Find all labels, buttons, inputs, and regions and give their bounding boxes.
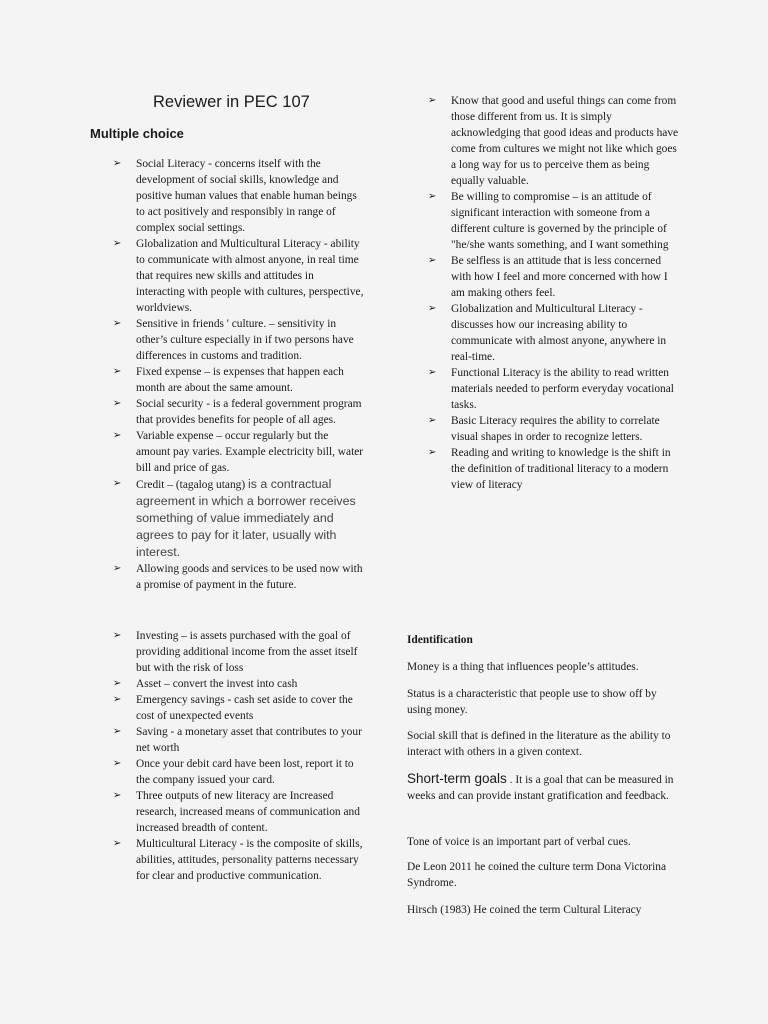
list-item-text: Social Literacy - concerns itself with the development of social skills, knowledge and positive human values that enable human beings to act positively and responsibly in range of complex social settings.: [136, 158, 357, 234]
arrow-bullet-icon: ➢: [113, 478, 122, 489]
list-item: [113, 236, 365, 316]
list-item-text: Variable expense – occur regularly but the amount pay varies. Example electricity bill, water bill and price of gas.: [136, 430, 364, 474]
arrow-bullet-icon: ➢: [113, 678, 122, 689]
list-item-text-tail: is a contractual agreement in which a borrower receives something of value immediately and agrees to pay for it later, usually with interest.: [136, 477, 356, 559]
arrow-bullet-icon: ➢: [113, 694, 122, 705]
right-bullet-list: [428, 93, 680, 493]
list-item: [428, 365, 680, 413]
list-item-text: Allowing goods and services to be used now with a promise of payment in the future.: [136, 563, 363, 591]
list-item-text: Globalization and Multicultural Literacy - discusses how our increasing ability to communicate with almost anyone, anywhere in real-time.: [451, 303, 667, 363]
identification-item: De Leon 2011 he coined the culture term Dona Victorina Syndrome.: [407, 861, 666, 889]
list-item: [113, 788, 365, 836]
arrow-bullet-icon: ➢: [428, 303, 437, 314]
list-item-text: Globalization and Multicultural Literacy - ability to communicate with almost anyone, in real time that requires new skills and attitudes in interacting with people with cultures, perspective, worldviews.: [136, 238, 364, 314]
arrow-bullet-icon: ➢: [113, 630, 122, 641]
identification-item: Status is a characteristic that people use to show off by using money.: [407, 688, 657, 716]
list-item-text: Functional Literacy is the ability to read written materials needed to perform everyday vocational tasks.: [451, 367, 674, 411]
identification-item: Social skill that is defined in the literature as the ability to interact with others in a given context.: [407, 730, 671, 758]
list-item-text: Basic Literacy requires the ability to correlate visual shapes in order to recognize letters.: [451, 415, 660, 443]
arrow-bullet-icon: ➢: [113, 563, 122, 574]
arrow-bullet-icon: ➢: [113, 430, 122, 441]
list-item: [113, 692, 365, 724]
page-title: Reviewer in PEC 107: [153, 93, 310, 111]
identification-item: Tone of voice is an important part of verbal cues.: [407, 836, 631, 848]
section-heading-multiple-choice: Multiple choice: [90, 126, 184, 141]
left-bullet-list-1: [113, 156, 365, 593]
arrow-bullet-icon: ➢: [113, 838, 122, 849]
arrow-bullet-icon: ➢: [428, 367, 437, 378]
list-item: [428, 189, 680, 253]
list-item-text: Saving - a monetary asset that contributes to your net worth: [136, 726, 362, 754]
left-bullet-list-2: [113, 628, 365, 884]
arrow-bullet-icon: ➢: [113, 238, 122, 249]
arrow-bullet-icon: ➢: [113, 790, 122, 801]
identification-item: [407, 771, 677, 804]
list-item: [113, 316, 365, 364]
identification-term: Short-term goals: [407, 771, 507, 786]
list-item-text: Fixed expense – is expenses that happen each month are about the same amount.: [136, 366, 344, 394]
list-item: [113, 396, 365, 428]
arrow-bullet-icon: ➢: [113, 158, 122, 169]
list-item: [113, 561, 365, 593]
list-item-text: Be willing to compromise – is an attitude of significant interaction with someone from a different culture is governed by the principle of "he/she wants something, and I want something: [451, 191, 669, 251]
list-item: [113, 428, 365, 476]
list-item: [113, 724, 365, 756]
list-item-text: Credit – (tagalog utang): [136, 479, 248, 491]
arrow-bullet-icon: ➢: [113, 318, 122, 329]
list-item-text: Be selfless is an attitude that is less concerned with how I feel and more concerned with how I am making others feel.: [451, 255, 668, 299]
arrow-bullet-icon: ➢: [113, 398, 122, 409]
list-item: [113, 156, 365, 236]
list-item-text: Know that good and useful things can come from those different from us. It is simply acknowledging that good ideas and products have come from cultures we might not like which goes a long way for us to perceive them as being equally valuable.: [451, 95, 679, 187]
arrow-bullet-icon: ➢: [428, 447, 437, 458]
list-item-text: Three outputs of new literacy are Increased research, increased means of communication and increased breadth of content.: [136, 790, 360, 834]
list-item-text: Once your debit card have been lost, report it to the company issued your card.: [136, 758, 354, 786]
identification-item: Hirsch (1983) He coined the term Cultural Literacy: [407, 904, 642, 916]
list-item: [428, 445, 680, 493]
list-item-text: Emergency savings - cash set aside to cover the cost of unexpected events: [136, 694, 353, 722]
list-item: [113, 364, 365, 396]
list-item-text: Multicultural Literacy - is the composite of skills, abilities, attitudes, personality patterns necessary for clear and productive communication.: [136, 838, 363, 882]
list-item: [113, 628, 365, 676]
list-item: [113, 676, 365, 692]
list-item: [113, 476, 365, 561]
arrow-bullet-icon: ➢: [113, 758, 122, 769]
list-item-text: Social security - is a federal government program that provides benefits for people of all ages.: [136, 398, 362, 426]
list-item-text: Sensitive in friends ' culture. – sensitivity in other’s culture especially in if two persons have differences in customs and tradition.: [136, 318, 354, 362]
list-item-text: Reading and writing to knowledge is the shift in the definition of traditional literacy to a modern view of literacy: [451, 447, 671, 491]
list-item: [113, 756, 365, 788]
list-item-text: Asset – convert the invest into cash: [136, 678, 298, 690]
list-item-text: Investing – is assets purchased with the goal of providing additional income from the asset itself but with the risk of loss: [136, 630, 358, 674]
list-item: [428, 253, 680, 301]
arrow-bullet-icon: ➢: [428, 191, 437, 202]
list-item: [113, 836, 365, 884]
list-item: [428, 413, 680, 445]
identification-definition: . It is a goal that can be measured in weeks and can provide instant gratification and feedback.: [407, 774, 674, 802]
arrow-bullet-icon: ➢: [113, 366, 122, 377]
arrow-bullet-icon: ➢: [428, 415, 437, 426]
arrow-bullet-icon: ➢: [428, 255, 437, 266]
identification-item: Money is a thing that influences people’s attitudes.: [407, 661, 639, 673]
arrow-bullet-icon: ➢: [113, 726, 122, 737]
list-item: [428, 301, 680, 365]
list-item: [428, 93, 680, 189]
section-heading-identification: Identification: [407, 634, 473, 646]
arrow-bullet-icon: ➢: [428, 95, 437, 106]
